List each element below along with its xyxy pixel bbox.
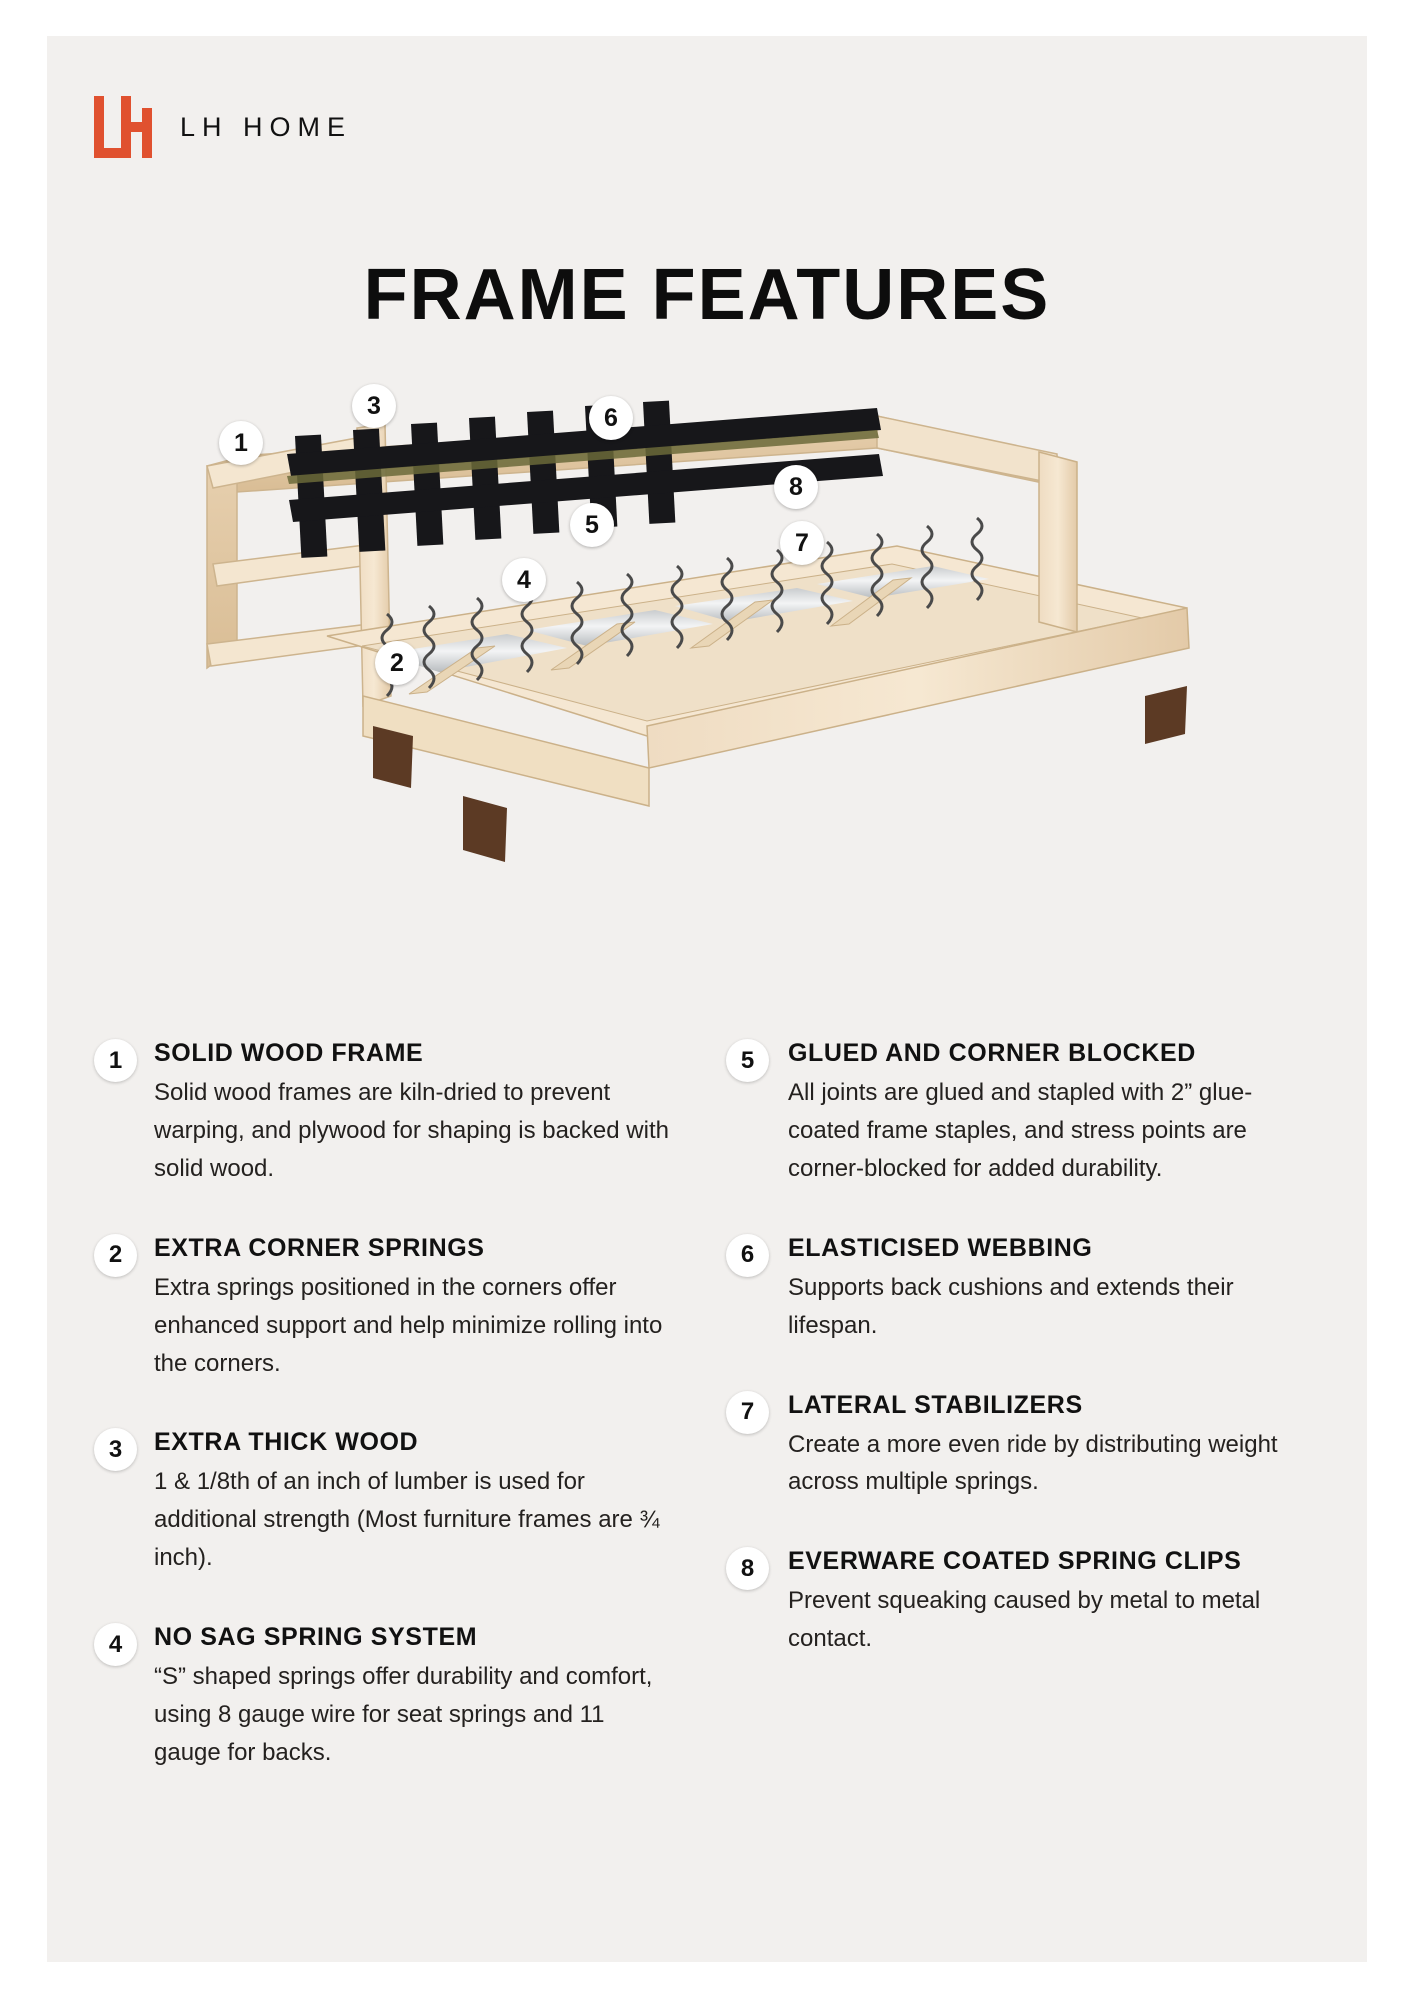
callout-5: 5: [570, 503, 614, 547]
lh-monogram-icon: [94, 96, 152, 158]
feature-title: ELASTICISED WEBBING: [788, 1233, 1093, 1262]
feature-body: Supports back cushions and extends their lifespan.: [788, 1273, 1234, 1339]
feature-item: [94, 1039, 674, 1188]
feature-title: EXTRA CORNER SPRINGS: [154, 1233, 485, 1262]
feature-item: [726, 1547, 1306, 1658]
feature-badge: 5: [726, 1039, 769, 1082]
callout-2: 2: [375, 641, 419, 685]
features-column-right: [726, 1036, 1306, 1818]
features-grid: [94, 1036, 1334, 1818]
page-canvas: [47, 36, 1367, 1962]
brand-logo: [94, 96, 352, 158]
brand-name: LH HOME: [180, 111, 353, 142]
feature-title: LATERAL STABILIZERS: [788, 1390, 1083, 1419]
callout-7: 7: [780, 521, 824, 565]
feature-title: NO SAG SPRING SYSTEM: [154, 1623, 478, 1652]
features-column-left: [94, 1036, 674, 1818]
feature-badge: 1: [94, 1039, 137, 1082]
feature-item: [726, 1391, 1306, 1502]
feature-body: All joints are glued and stapled with 2” glue-coated frame staples, and stress points are corner-blocked for added durability.: [788, 1079, 1253, 1182]
callout-4: 4: [502, 558, 546, 602]
feature-badge: 4: [94, 1623, 137, 1666]
feature-item: [726, 1039, 1306, 1188]
feature-badge: 8: [726, 1547, 769, 1590]
callout-6: 6: [589, 396, 633, 440]
feature-badge: 7: [726, 1391, 769, 1434]
sofa-frame-cutaway-illustration: [177, 391, 1267, 976]
callout-1: 1: [219, 421, 263, 465]
feature-title: GLUED AND CORNER BLOCKED: [788, 1039, 1196, 1067]
frame-diagram-svg: [177, 396, 1267, 976]
feature-badge: 3: [94, 1428, 137, 1471]
feature-title: SOLID WOOD FRAME: [154, 1039, 424, 1067]
feature-item: [94, 1428, 674, 1577]
page-title: FRAME FEATURES: [363, 255, 1051, 335]
feature-item: [94, 1234, 674, 1383]
feature-item: [726, 1234, 1306, 1345]
feature-body: Create a more even ride by distributing weight across multiple springs.: [788, 1430, 1278, 1496]
feature-badge: 2: [94, 1234, 137, 1277]
feature-badge: 6: [726, 1234, 769, 1277]
callout-8: 8: [774, 465, 818, 509]
feature-body: Extra springs positioned in the corners offer enhanced support and help minimize rolling into the corners.: [154, 1273, 663, 1377]
feature-body: Prevent squeaking caused by metal to metal contact.: [788, 1587, 1261, 1653]
feature-item: [94, 1623, 674, 1772]
feature-title: EVERWARE COATED SPRING CLIPS: [788, 1547, 1242, 1576]
feature-body: Solid wood frames are kiln-dried to prevent warping, and plywood for shaping is backed with solid wood.: [154, 1079, 669, 1182]
feature-body: 1 & 1/8th of an inch of lumber is used for additional strength (Most furniture frames are ¾ inch).: [154, 1468, 660, 1572]
feature-body: “S” shaped springs offer durability and comfort, using 8 gauge wire for seat springs and 11 gauge for backs.: [154, 1663, 653, 1766]
feature-title: EXTRA THICK WOOD: [154, 1428, 419, 1457]
callout-3: 3: [352, 384, 396, 428]
